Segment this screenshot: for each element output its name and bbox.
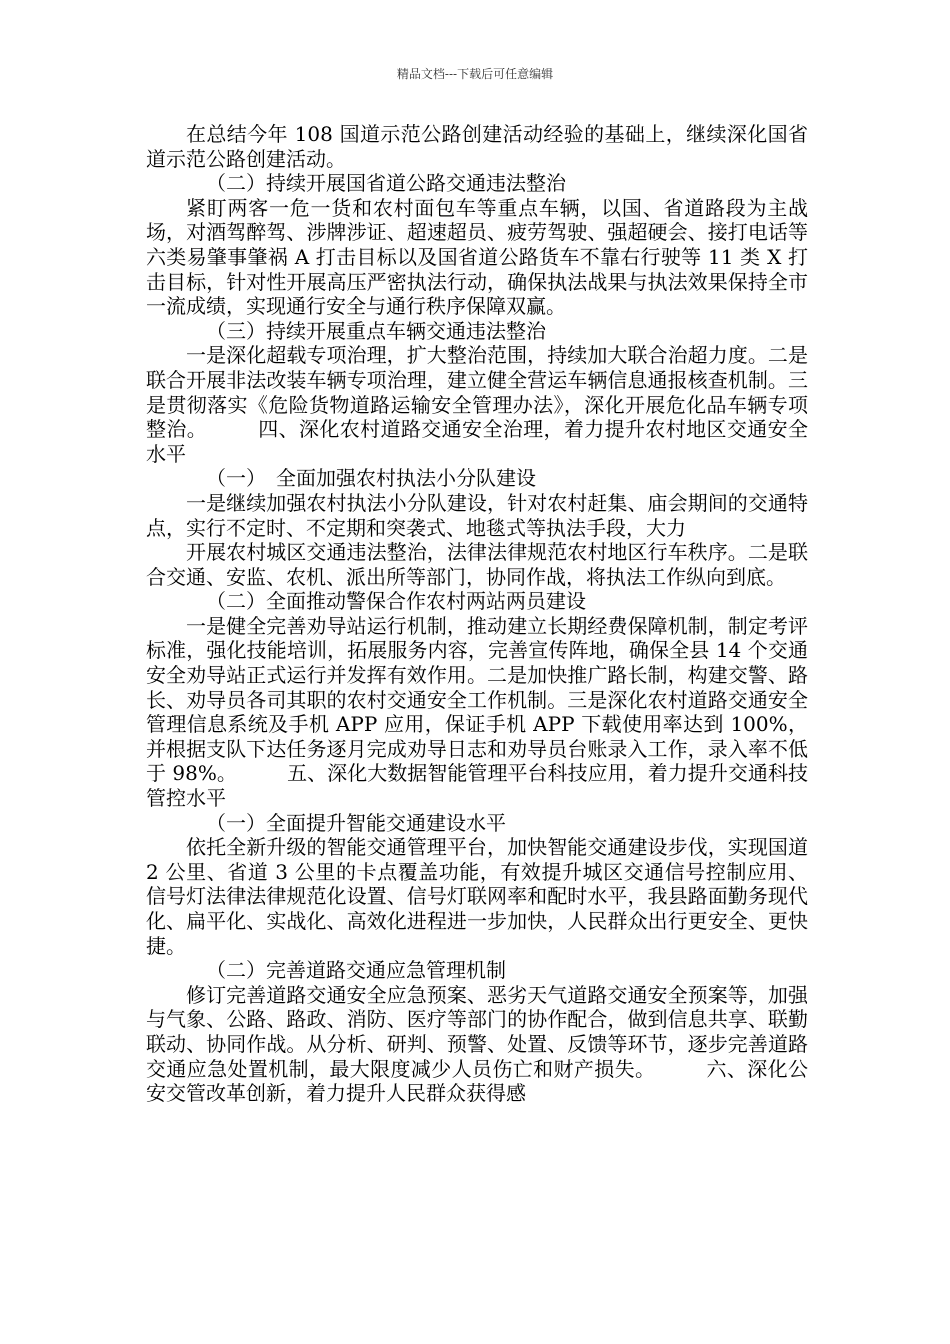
paragraph-4: 一是继续加强农村执法小分队建设，针对农村赶集、庙会期间的交通特点，实行不定时、不定期和突袭式、地毯式等执法手段，大力	[146, 490, 808, 540]
paragraph-1: 在总结今年 108 国道示范公路创建活动经验的基础上，继续深化国省道示范公路创建活动。	[146, 122, 808, 171]
section-heading-6: （二）完善道路交通应急管理机制	[206, 958, 506, 983]
paragraph-3: 一是深化超载专项治理，扩大整治范围，持续加大联合治超力度。二是联合开展非法改装车辆专项治理，建立健全营运车辆信息通报核查机制。三是贯彻落实《危险货物道路运输安全管理办法》，深化开展危化品车辆专项整治。 四、深化农村道路交通安全治理，着力提升农村地区交通安全水平	[146, 343, 808, 466]
paragraph-7: 依托全新升级的智能交通管理平台，加快智能交通建设步伐，实现国道 2 公里、省道 3 公里的卡点覆盖功能，有效提升城区交通信号控制应用、信号灯法律法律规范化设置、信号灯联网率和配时水平，我县路面勤务现代化、扁平化、实战化、高效化进程进一步加快，人民群众出行更安全、更快捷。	[146, 835, 808, 958]
paragraph-6: 一是健全完善劝导站运行机制，推动建立长期经费保障机制，制定考评标准，强化技能培训，拓展服务内容，完善宣传阵地，确保全县 14 个交通安全劝导站正式运行并发挥有效作用。二是加快推广路长制，构建交警、路长、劝导员各司其职的农村交通安全工作机制。三是深化农村道路交通安全管理信息系统及手机 APP 应用，保证手机 APP 下载使用率达到 100%，并根据支队下达任务逐月完成劝导日志和劝导员台账录入工作，录入率不低于 98%。 五、深化大数据智能管理平台科技应用，着力提升交通科技管控水平	[146, 613, 808, 811]
page-header: 精品文档---下载后可任意编辑	[396, 67, 554, 81]
document-body	[146, 122, 808, 1106]
section-heading-3: （一） 全面加强农村执法小分队建设	[206, 466, 536, 491]
paragraph-5: 开展农村城区交通违法整治，法律法律规范农村地区行车秩序。二是联合交通、安监、农机、派出所等部门，协同作战，将执法工作纵向到底。	[146, 540, 808, 589]
paragraph-2: 紧盯两客一危一货和农村面包车等重点车辆，以国、省道路段为主战场，对酒驾醉驾、涉牌涉证、超速超员、疲劳驾驶、强超硬会、接打电话等六类易肇事肇祸 A 打击目标以及国省道公路货车不靠右行驶等 11 类 X 打击目标，针对性开展高压严密执法行动，确保执法战果与执法效果保持全市一流成绩，实现通行安全与通行秩序保障双赢。	[146, 195, 808, 319]
section-heading-4: （二）全面推动警保合作农村两站两员建设	[206, 589, 586, 614]
section-heading-1: （二）持续开展国省道公路交通违法整治	[206, 171, 566, 196]
section-heading-2: （三）持续开展重点车辆交通违法整治	[206, 318, 546, 343]
paragraph-8: 修订完善道路交通安全应急预案、恶劣天气道路交通安全预案等，加强与气象、公路、路政、消防、医疗等部门的协作配合，做到信息共享、联勤联动、协同作战。从分析、研判、预警、处置、反馈等环节，逐步完善道路交通应急处置机制，最大限度减少人员伤亡和财产损失。 六、深化公安交管改革创新，着力提升人民群众获得感	[146, 982, 808, 1106]
section-heading-5: （一）全面提升智能交通建设水平	[206, 810, 506, 835]
